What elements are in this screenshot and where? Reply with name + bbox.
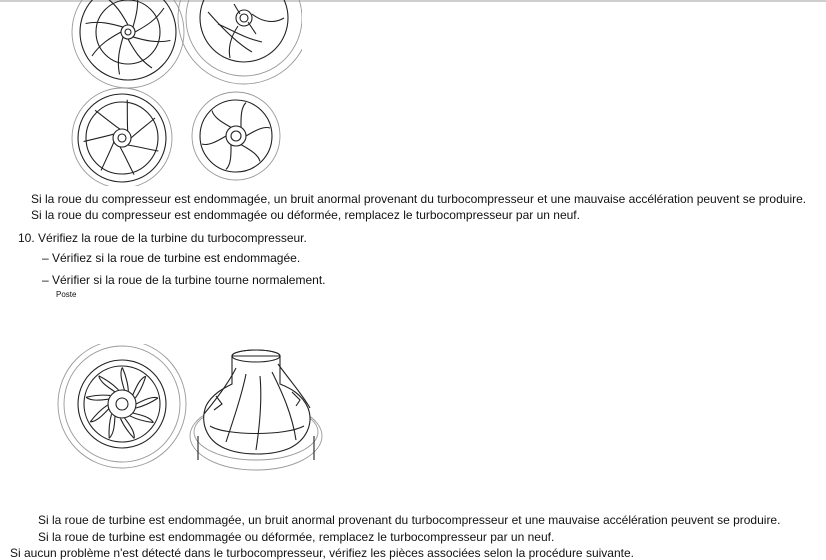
bullet-turbine-rotation: – Vérifier si la roue de la turbine tourne normalement. (42, 273, 326, 287)
compressor-wheel-top-right (178, 0, 302, 84)
compressor-wheel-bottom-right (192, 92, 280, 180)
turbine-damage-note: Si la roue de turbine est endommagée, un bruit anormal provenant du turbocompresseur et une mauvaise accélération peuvent se produire. (38, 513, 781, 527)
turbine-wheel-figure (56, 344, 324, 476)
compressor-damage-note: Si la roue du compresseur est endommagée, un bruit anormal provenant du turbocompresseur et une mauvaise accélération peuvent se produire. (31, 192, 807, 206)
compressor-wheel-figure (62, 0, 302, 186)
compressor-wheel-top-left (72, 0, 184, 88)
step-10-heading: 10. Vérifiez la roue de la turbine du turbocompresseur. (18, 231, 307, 245)
figure-caption: Poste (56, 290, 77, 299)
turbine-wheel-face-view (58, 344, 186, 468)
next-procedure-note: Si aucun problème n'est détecté dans le turbocompresseur, vérifiez les pièces associées selon la procédure suivante. (10, 546, 634, 560)
turbine-replace-note: Si la roue de turbine est endommagée ou déformée, remplacez le turbocompresseur par un neuf. (38, 530, 555, 544)
compressor-wheel-bottom-left (72, 88, 172, 186)
turbine-wheel-side-view (190, 350, 322, 470)
bullet-turbine-damaged: – Vérifiez si la roue de turbine est endommagée. (42, 251, 301, 265)
compressor-replace-note: Si la roue du compresseur est endommagée ou déformée, remplacez le turbocompresseur par un neuf. (31, 208, 580, 222)
